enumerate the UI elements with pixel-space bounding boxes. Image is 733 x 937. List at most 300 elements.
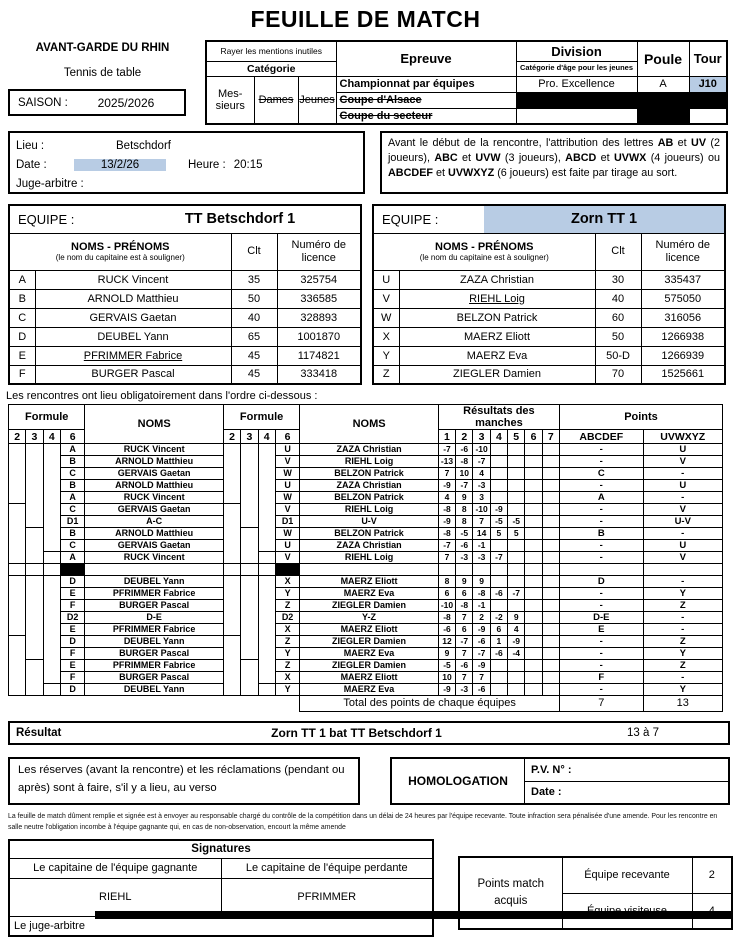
category-jeunes: Jeunes: [298, 76, 336, 124]
match-letter-home: F: [60, 600, 84, 612]
match-player-home: BURGER Pascal: [85, 648, 224, 660]
formule-cell: [223, 444, 240, 504]
match-player-away: Y-Z: [300, 612, 439, 624]
homologation-label: HOMOLOGATION: [408, 774, 508, 788]
player-licence: 336585: [277, 289, 361, 308]
manche-score: -8: [438, 612, 455, 624]
match-row: [9, 444, 723, 456]
manche-score: 8: [456, 504, 473, 516]
match-letter-home: A: [60, 444, 84, 456]
player-letter: Y: [373, 346, 399, 365]
total-row: [9, 696, 723, 712]
player-letter: U: [373, 270, 399, 289]
points-home: B: [560, 528, 644, 540]
manche-score: [525, 480, 542, 492]
manche-score: 9: [438, 648, 455, 660]
manche-score: -10: [438, 600, 455, 612]
formule-col: 6: [60, 430, 84, 444]
manche-score: -1: [473, 540, 490, 552]
manche-score: [542, 612, 559, 624]
match-letter-away: [275, 564, 299, 576]
manche-score: 8: [438, 576, 455, 588]
points-home: -: [560, 552, 644, 564]
manche-col: 3: [473, 430, 490, 444]
match-player-away: ZIEGLER Damien: [300, 660, 439, 672]
points-home: -: [560, 588, 644, 600]
noms-header: NOMS - PRÉNOMS (le nom du capitaine est à souligner): [9, 233, 231, 270]
match-row: [9, 456, 723, 468]
manche-score: 7: [438, 552, 455, 564]
manche-score: 10: [456, 468, 473, 480]
manche-score: -6: [438, 624, 455, 636]
player-row: [373, 289, 725, 308]
manche-score: -8: [438, 504, 455, 516]
manche-score: [490, 480, 507, 492]
manche-score: -3: [473, 552, 490, 564]
manche-score: [473, 564, 490, 576]
player-clt: 50-D: [595, 346, 641, 365]
manche-score: [508, 564, 525, 576]
manche-score: -9: [438, 480, 455, 492]
manche-score: -10: [473, 504, 490, 516]
division-header: Division: [516, 41, 637, 61]
season-box: [8, 89, 186, 116]
manche-score: 5: [508, 528, 525, 540]
formule-cell: [258, 684, 275, 696]
match-letter-away: U: [275, 444, 299, 456]
match-player-home: GERVAIS Gaetan: [85, 540, 224, 552]
redacted-cell: [637, 92, 689, 108]
manche-score: [490, 600, 507, 612]
manche-score: [508, 600, 525, 612]
match-letter-home: B: [60, 480, 84, 492]
match-player-home: GERVAIS Gaetan: [85, 468, 224, 480]
manche-score: -7: [438, 444, 455, 456]
player-clt: 45: [231, 346, 277, 365]
redacted-cell: [689, 92, 727, 108]
match-row: [9, 672, 723, 684]
manche-score: 9: [456, 576, 473, 588]
points-home: -: [560, 504, 644, 516]
player-letter: C: [9, 308, 35, 327]
manche-score: [542, 624, 559, 636]
match-letter-away: V: [275, 504, 299, 516]
player-letter: V: [373, 289, 399, 308]
match-player-home: PFRIMMER Fabrice: [85, 588, 224, 600]
match-row: [9, 600, 723, 612]
letter-attribution-note: Avant le début de la rencontre, l'attribution des lettres AB et UV (2 joueurs), ABC et UVW (3 joueurs), ABCD et UVWX (4 joueurs) ou ABCDEF et UVWXYZ (6 joueurs) est faite par tirage au sort.: [380, 131, 728, 194]
manche-score: 12: [438, 636, 455, 648]
manche-score: -5: [438, 660, 455, 672]
manche-score: [542, 492, 559, 504]
match-letter-home: F: [60, 672, 84, 684]
match-letter-away: X: [275, 672, 299, 684]
separator-row: [9, 564, 723, 576]
manche-score: 8: [456, 516, 473, 528]
match-letter-away: W: [275, 468, 299, 480]
manche-score: -13: [438, 456, 455, 468]
points-away: Y: [643, 588, 722, 600]
player-letter: A: [9, 270, 35, 289]
match-player-home: ARNOLD Matthieu: [85, 480, 224, 492]
formule-cell: [223, 636, 240, 696]
manche-score: [525, 636, 542, 648]
formule-cell: [43, 684, 60, 696]
match-letter-away: Z: [275, 660, 299, 672]
points-home: C: [560, 468, 644, 480]
player-letter: D: [9, 327, 35, 346]
formule-header-home: Formule: [9, 405, 85, 430]
match-row: [9, 516, 723, 528]
match-player-away: ZIEGLER Damien: [300, 636, 439, 648]
player-letter: X: [373, 327, 399, 346]
manche-score: 9: [508, 612, 525, 624]
manche-score: 6: [490, 624, 507, 636]
manche-score: 10: [438, 672, 455, 684]
match-letter-home: D: [60, 684, 84, 696]
manche-score: [542, 480, 559, 492]
total-points-away: 13: [643, 696, 722, 712]
manche-score: -9: [438, 684, 455, 696]
match-player-home: ARNOLD Matthieu: [85, 528, 224, 540]
empty-cell: [689, 108, 727, 124]
match-row: [9, 468, 723, 480]
manche-score: [525, 576, 542, 588]
match-player-away: ZIEGLER Damien: [300, 600, 439, 612]
match-row: [9, 540, 723, 552]
match-player-home: D-E: [85, 612, 224, 624]
match-player-home: [85, 564, 224, 576]
manche-score: -6: [456, 540, 473, 552]
manche-score: [490, 672, 507, 684]
match-letter-away: W: [275, 528, 299, 540]
heure-value: 20:15: [233, 158, 263, 171]
match-letter-away: Z: [275, 636, 299, 648]
manche-score: 4: [438, 492, 455, 504]
formule-cell: [223, 576, 240, 636]
match-player-home: DEUBEL Yann: [85, 636, 224, 648]
manche-score: -7: [473, 456, 490, 468]
winner-captain-label: Le capitaine de l'équipe gagnante: [9, 858, 221, 878]
player-name: RUCK Vincent: [35, 270, 231, 289]
match-row: [9, 660, 723, 672]
manche-score: -7: [490, 552, 507, 564]
player-name: MAERZ Eliott: [399, 327, 595, 346]
reserves-row: [8, 757, 731, 805]
fine-print: La feuille de match dûment remplie et signée est à envoyer au responsable chargé du contrôle de la compétition dans un délai de 24 heures par l'équipe recevante. Toute infraction sera pénalisée d'une amende. Pour les rencontre en salle neutre l'obligation incombe à l'équipe gagnante qui, en cas de non-observation, encourt la même amende: [8, 813, 718, 832]
manche-score: [525, 540, 542, 552]
manche-score: -1: [473, 600, 490, 612]
player-licence: 333418: [277, 365, 361, 384]
manche-score: [508, 540, 525, 552]
manche-score: 7: [438, 468, 455, 480]
formule-cell: [9, 636, 26, 696]
match-player-away: MAERZ Eva: [300, 648, 439, 660]
manche-score: 3: [473, 492, 490, 504]
match-letter-home: C: [60, 540, 84, 552]
match-player-home: DEUBEL Yann: [85, 684, 224, 696]
teams-row: [8, 204, 731, 385]
manche-score: [490, 456, 507, 468]
manche-score: [456, 564, 473, 576]
manche-score: [490, 492, 507, 504]
manche-score: [542, 528, 559, 540]
match-letter-away: D1: [275, 516, 299, 528]
player-name: PFRIMMER Fabrice: [35, 346, 231, 365]
signatures-table: [8, 839, 434, 937]
result-bar: [8, 721, 730, 745]
player-name: MAERZ Eva: [399, 346, 595, 365]
manche-score: [490, 444, 507, 456]
formule-cell: [258, 552, 275, 564]
match-letter-home: B: [60, 456, 84, 468]
points-away: U-V: [643, 516, 722, 528]
noms-header-away: NOMS: [300, 405, 439, 444]
manche-score: [542, 660, 559, 672]
manche-score: [525, 684, 542, 696]
match-letter-away: W: [275, 492, 299, 504]
match-player-home: DEUBEL Yann: [85, 576, 224, 588]
player-name: GERVAIS Gaetan: [35, 308, 231, 327]
manche-score: -7: [473, 648, 490, 660]
player-name: ZIEGLER Damien: [399, 365, 595, 384]
formule-cell: [258, 444, 275, 552]
manche-score: 7: [473, 516, 490, 528]
manche-score: -6: [456, 444, 473, 456]
manche-score: [438, 564, 455, 576]
player-row: [9, 327, 361, 346]
match-player-away: BELZON Patrick: [300, 468, 439, 480]
tour-value: J10: [689, 76, 727, 92]
manche-score: -6: [473, 684, 490, 696]
manche-score: 2: [473, 612, 490, 624]
club-sport: Tennis de table: [63, 67, 142, 79]
match-player-away: ZAZA Christian: [300, 444, 439, 456]
points-home: D-E: [560, 612, 644, 624]
points-away: [643, 564, 722, 576]
manche-score: [525, 672, 542, 684]
licence-header: Numéro de licence: [641, 233, 725, 270]
match-player-away: MAERZ Eliott: [300, 672, 439, 684]
player-row: [9, 270, 361, 289]
manche-score: -3: [456, 552, 473, 564]
manche-score: [525, 528, 542, 540]
manche-col: 2: [456, 430, 473, 444]
match-player-away: BELZON Patrick: [300, 528, 439, 540]
points-away: -: [643, 468, 722, 480]
manche-score: 9: [473, 576, 490, 588]
points-away: Y: [643, 648, 722, 660]
manche-score: [508, 492, 525, 504]
manche-score: -8: [438, 528, 455, 540]
points-home: -: [560, 660, 644, 672]
points-away: -: [643, 492, 722, 504]
epreuve-coupe-secteur: Coupe du secteur: [336, 108, 516, 124]
manche-score: [525, 468, 542, 480]
manche-score: [508, 480, 525, 492]
team-name-home: TT Betschdorf 1: [184, 211, 296, 228]
date-value: 13/2/26: [74, 159, 166, 171]
category-header: Catégorie: [206, 61, 336, 76]
points-away: Y: [643, 684, 722, 696]
manche-score: 14: [473, 528, 490, 540]
match-player-away: MAERZ Eva: [300, 684, 439, 696]
match-letter-home: E: [60, 660, 84, 672]
player-clt: 50: [231, 289, 277, 308]
division-subheader: Catégorie d'âge pour les jeunes: [516, 61, 637, 76]
points-home: A: [560, 492, 644, 504]
manche-score: [508, 552, 525, 564]
player-clt: 50: [595, 327, 641, 346]
player-letter: Z: [373, 365, 399, 384]
player-licence: 325754: [277, 270, 361, 289]
formule-cell: [43, 444, 60, 552]
player-letter: B: [9, 289, 35, 308]
player-clt: 30: [595, 270, 641, 289]
match-player-home: BURGER Pascal: [85, 672, 224, 684]
player-row: [373, 365, 725, 384]
match-letter-home: A: [60, 552, 84, 564]
info-row: [8, 131, 731, 194]
formule-col: 2: [9, 430, 26, 444]
epreuve-championnat: Championnat par équipes: [336, 76, 516, 92]
match-letter-away: Y: [275, 588, 299, 600]
match-row: [9, 504, 723, 516]
points-col-away: UVWXYZ: [643, 430, 722, 444]
formule-cell: [241, 576, 258, 660]
points-away: V: [643, 504, 722, 516]
manche-score: [542, 648, 559, 660]
manche-score: 4: [508, 624, 525, 636]
manche-score: -8: [456, 600, 473, 612]
match-player-away: ZAZA Christian: [300, 540, 439, 552]
match-player-away: RIEHL Loig: [300, 552, 439, 564]
equipe-label: EQUIPE :: [18, 211, 75, 227]
manche-score: [525, 600, 542, 612]
noms-header-home: NOMS: [85, 405, 224, 444]
match-row: [9, 684, 723, 696]
manche-col: 4: [490, 430, 507, 444]
manche-score: 1: [490, 636, 507, 648]
formule-col: 6: [275, 430, 299, 444]
manche-score: [490, 540, 507, 552]
manche-score: [508, 468, 525, 480]
match-player-away: U-V: [300, 516, 439, 528]
manche-score: [508, 576, 525, 588]
points-header: Points: [560, 405, 723, 430]
epreuve-header: Epreuve: [336, 41, 516, 76]
points-home: -: [560, 456, 644, 468]
player-row: [9, 346, 361, 365]
player-name: ZAZA Christian: [399, 270, 595, 289]
manche-score: -7: [508, 588, 525, 600]
manche-score: -3: [473, 480, 490, 492]
manche-score: -10: [473, 444, 490, 456]
lieu-value: Betschdorf: [116, 139, 171, 152]
formule-cell: [26, 576, 43, 660]
match-letter-away: Z: [275, 600, 299, 612]
manche-col: 7: [542, 430, 559, 444]
noms-header: NOMS - PRÉNOMS (le nom du capitaine est à souligner): [373, 233, 595, 270]
division-value: Pro. Excellence: [516, 76, 637, 92]
season-value: 2025/2026: [97, 95, 155, 110]
club-name: AVANT-GARDE DU RHIN: [35, 42, 170, 54]
points-away: V: [643, 456, 722, 468]
manche-score: -9: [438, 516, 455, 528]
bottom-row: [8, 839, 731, 937]
clt-header: Clt: [231, 233, 277, 270]
tour-header: Tour: [689, 41, 727, 76]
manche-score: [508, 672, 525, 684]
manches-header: Résultats des manches: [438, 405, 559, 430]
match-row: [9, 480, 723, 492]
winner-captain-signature: RIEHL: [9, 878, 221, 916]
formule-cell: [223, 564, 240, 576]
manche-score: -6: [473, 636, 490, 648]
points-home: -: [560, 636, 644, 648]
match-letter-away: D2: [275, 612, 299, 624]
manche-score: [542, 516, 559, 528]
competition-table: [205, 40, 728, 125]
points-home: -: [560, 540, 644, 552]
page-title: FEUILLE DE MATCH: [250, 6, 481, 32]
player-row: [373, 346, 725, 365]
manche-score: [525, 660, 542, 672]
manche-score: 6: [456, 588, 473, 600]
loser-captain-signature: PFRIMMER: [221, 878, 433, 916]
total-label: Total des points de chaque équipes: [300, 696, 560, 712]
points-home: [560, 564, 644, 576]
points-away: V: [643, 552, 722, 564]
loser-captain-label: Le capitaine de l'équipe perdante: [221, 858, 433, 878]
reserves-note: Les réserves (avant la rencontre) et les réclamations (pendant ou après) sont à faire, s'il y a lieu, au verso: [8, 757, 360, 805]
manche-score: -4: [508, 648, 525, 660]
redacted-cell: [516, 92, 637, 108]
points-col-home: ABCDEF: [560, 430, 644, 444]
manche-col: 5: [508, 430, 525, 444]
player-licence: 316056: [641, 308, 725, 327]
result-score: 13 à 7: [627, 727, 659, 739]
points-home: -: [560, 648, 644, 660]
manche-score: [490, 468, 507, 480]
match-row: [9, 636, 723, 648]
manche-score: 6: [438, 588, 455, 600]
manche-score: -6: [490, 588, 507, 600]
manche-score: -9: [490, 504, 507, 516]
points-home: F: [560, 672, 644, 684]
player-name: DEUBEL Yann: [35, 327, 231, 346]
manche-score: 4: [473, 468, 490, 480]
manche-score: [542, 504, 559, 516]
match-letter-home: A: [60, 492, 84, 504]
match-player-home: PFRIMMER Fabrice: [85, 660, 224, 672]
match-player-home: BURGER Pascal: [85, 600, 224, 612]
player-licence: 1174821: [277, 346, 361, 365]
player-clt: 60: [595, 308, 641, 327]
formule-cell: [241, 444, 258, 528]
formule-cell: [26, 528, 43, 564]
match-player-away: MAERZ Eliott: [300, 576, 439, 588]
manche-score: [542, 636, 559, 648]
formule-cell: [43, 576, 60, 684]
home-points-value: 2: [692, 857, 732, 893]
player-letter: E: [9, 346, 35, 365]
player-licence: 1525661: [641, 365, 725, 384]
points-away: -: [643, 612, 722, 624]
match-letter-home: D1: [60, 516, 84, 528]
juge-arbitre-label: Juge-arbitre :: [16, 177, 84, 190]
match-grid: [8, 404, 723, 712]
